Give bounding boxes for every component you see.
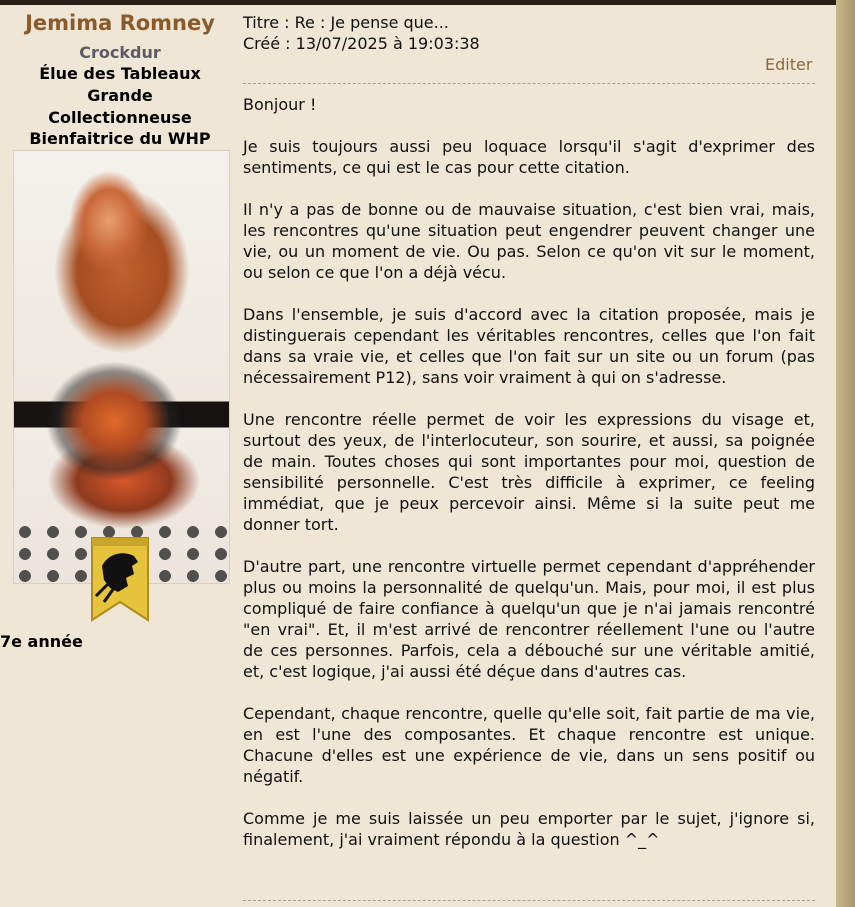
avatar (13, 150, 230, 584)
post-paragraph: Cependant, chaque rencontre, quelle qu'elle soit, fait partie de ma vie, en est l'une des composantes. Et chaque rencontre est unique. Chacune d'elles est une expérience de vie, dans un sens positif ou négatif. (243, 704, 815, 786)
author-year: 7e année (0, 632, 83, 651)
author-name[interactable]: Jemima Romney (25, 11, 215, 35)
page-border (836, 0, 855, 907)
post-title: Titre : Re : Je pense que... (243, 13, 449, 32)
post-paragraph: Dans l'ensemble, je suis d'accord avec la citation proposée, mais je distinguerais cependant les véritables rencontres, celles que l'on fait dans sa vraie vie, et celles que l'on fait sur un site ou un forum (pas nécessairement P12), sans voir vraiment à qui on s'adresse. (243, 305, 815, 387)
author-title-1: Élue des Tableaux (39, 64, 201, 83)
post-date: Créé : 13/07/2025 à 19:03:38 (243, 34, 480, 53)
house-banner-icon (88, 536, 152, 622)
post-paragraph: Il n'y a pas de bonne ou de mauvaise situation, c'est bien vrai, mais, les rencontres qu'une situation peut engendrer peuvent changer une vie, ou un moment de vie. Ou pas. Selon ce qu'on vit sur le moment, ou selon ce que l'on a déjà vécu. (243, 200, 815, 282)
post-meta (243, 12, 480, 54)
post-paragraph: D'autre part, une rencontre virtuelle permet cependant d'appréhender plus ou moins la personnalité de quelqu'un. Mais, pour moi, il est plus compliqué de faire confiance à quelqu'un que je n'ai jamais rencontré "en vrai". Et, il m'est arrivé de rencontrer réellement l'une ou l'autre de ces personnes. Parfois, cela a débouché sur une véritable amitié, et, c'est logique, j'ai aussi été déçue dans d'autres cas. (243, 557, 815, 681)
post-paragraph: Comme je me suis laissée un peu emporter par le sujet, j'ignore si, finalement, j'ai vraiment répondu à la question ^_^ (243, 809, 815, 849)
divider-bottom (243, 900, 815, 901)
author-title-4: Bienfaitrice du WHP (29, 129, 211, 148)
author-house: Crockdur (79, 43, 161, 62)
post-body (243, 94, 815, 850)
post-paragraph: Une rencontre réelle permet de voir les expressions du visage et, surtout des yeux, de l'interlocuteur, son sourire, et aussi, sa poignée de main. Toutes choses qui sont importantes pour moi, question de sensibilité personnelle. C'est très difficile à exprimer, ce feeling immédiat, que je peux percevoir ainsi. Même si la suite peut me donner tort. (243, 410, 815, 534)
divider-top (243, 83, 815, 84)
post-paragraph: Bonjour ! (243, 95, 317, 114)
post-paragraph: Je suis toujours aussi peu loquace lorsqu'il s'agit d'exprimer des sentiments, ce qui est le cas pour cette citation. (243, 137, 815, 177)
edit-link[interactable]: Editer (765, 55, 813, 74)
author-title-3: Collectionneuse (48, 108, 192, 127)
author-title-2: Grande (87, 86, 153, 105)
